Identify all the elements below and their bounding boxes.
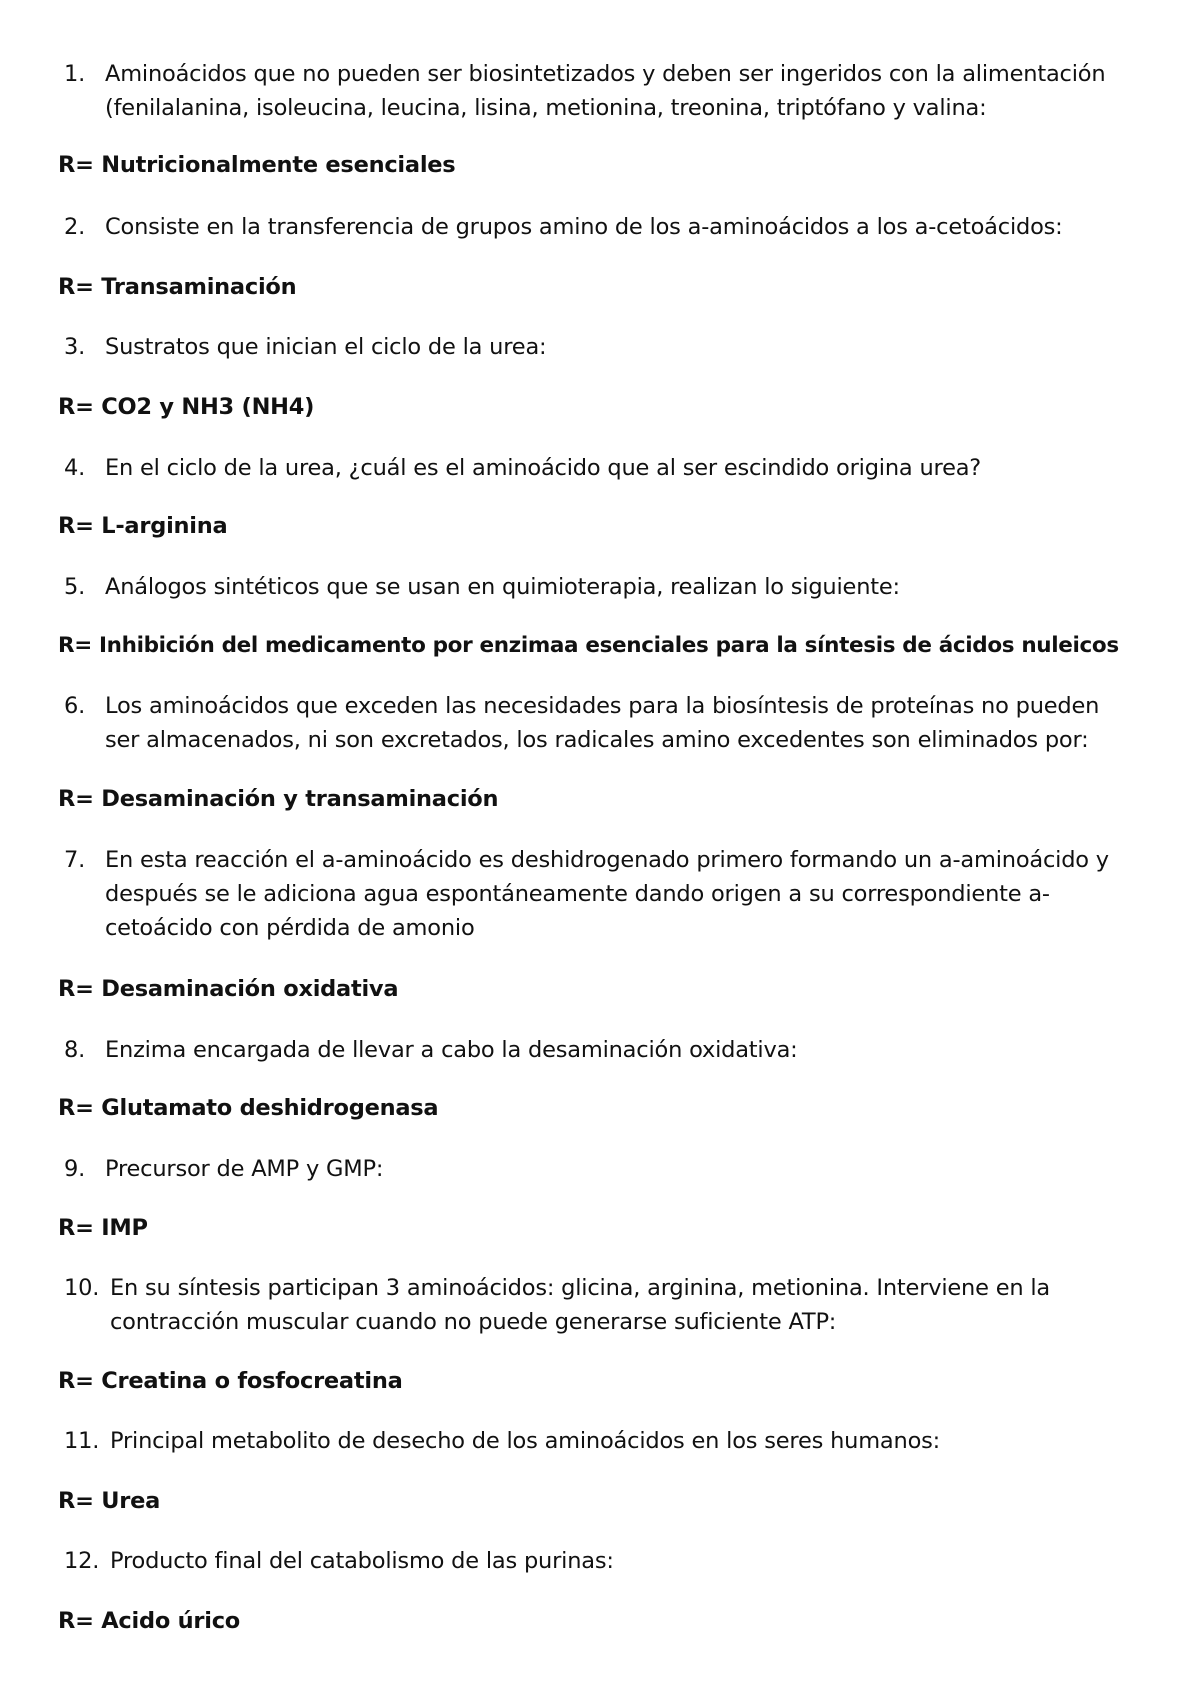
question-text: Precursor de AMP y GMP:: [105, 1156, 384, 1182]
question-9: [0, 1152, 1200, 1186]
question-11: [0, 1424, 1200, 1458]
question-text: Sustratos que inician el ciclo de la urea:: [105, 334, 547, 360]
question-text: En su síntesis participan 3 aminoácidos: glicina, arginina, metionina. Interviene en la contracción muscular cuando no puede generarse suficiente ATP:: [110, 1275, 1051, 1335]
qa-item-7: [0, 843, 1200, 945]
question-6: [0, 689, 1200, 757]
question-4: [0, 451, 1200, 485]
qa-item-8: [0, 1033, 1200, 1067]
question-12: [0, 1544, 1200, 1578]
question-3: [0, 330, 1200, 364]
question-number: 7.: [64, 847, 86, 873]
question-number: 5.: [64, 574, 86, 600]
qa-item-1: [0, 57, 1200, 125]
question-2: [0, 210, 1200, 244]
answer-2: R= Transaminación: [58, 274, 297, 300]
question-5: [0, 570, 1200, 604]
question-number: 2.: [64, 214, 86, 240]
answer-8: R= Glutamato deshidrogenasa: [58, 1095, 439, 1121]
qa-item-9: [0, 1152, 1200, 1186]
question-text: En esta reacción el a-aminoácido es deshidrogenado primero formando un a-aminoácido y después se le adiciona agua espontáneamente dando origen a su correspondiente a-cetoácido con pérdida de amonio: [105, 847, 1109, 941]
question-7: [0, 843, 1200, 945]
answer-9: R= IMP: [58, 1215, 148, 1241]
answer-4: R= L-arginina: [58, 513, 228, 539]
qa-item-3: [0, 330, 1200, 364]
qa-item-2: [0, 210, 1200, 244]
question-number: 4.: [64, 455, 86, 481]
qa-item-10: [0, 1271, 1200, 1339]
answer-5: R= Inhibición del medicamento por enzimaa esenciales para la síntesis de ácidos nuleicos: [58, 633, 1119, 658]
answer-11: R= Urea: [58, 1488, 161, 1514]
question-1: [0, 57, 1200, 125]
answer-1: R= Nutricionalmente esenciales: [58, 152, 456, 178]
question-10: [0, 1271, 1200, 1339]
question-text: Análogos sintéticos que se usan en quimioterapia, realizan lo siguiente:: [105, 574, 900, 600]
question-number: 3.: [64, 334, 86, 360]
answer-7: R= Desaminación oxidativa: [58, 976, 399, 1002]
question-text: Producto final del catabolismo de las purinas:: [110, 1548, 614, 1574]
answer-10: R= Creatina o fosfocreatina: [58, 1368, 403, 1394]
question-number: 9.: [64, 1156, 86, 1182]
qa-item-4: [0, 451, 1200, 485]
question-text: Principal metabolito de desecho de los aminoácidos en los seres humanos:: [110, 1428, 941, 1454]
question-8: [0, 1033, 1200, 1067]
answer-3: R= CO2 y NH3 (NH4): [58, 394, 315, 420]
question-number: 12.: [64, 1548, 100, 1574]
question-number: 1.: [64, 61, 86, 87]
question-text: Aminoácidos que no pueden ser biosintetizados y deben ser ingeridos con la alimentación (fenilalanina, isoleucina, leucina, lisina, metionina, treonina, triptófano y valina:: [105, 61, 1106, 121]
question-number: 8.: [64, 1037, 86, 1063]
qa-item-6: [0, 689, 1200, 757]
answer-12: R= Acido úrico: [58, 1608, 240, 1634]
question-text: Consiste en la transferencia de grupos amino de los a-aminoácidos a los a-cetoácidos:: [105, 214, 1063, 240]
question-text: Enzima encargada de llevar a cabo la desaminación oxidativa:: [105, 1037, 798, 1063]
question-number: 6.: [64, 693, 86, 719]
question-text: En el ciclo de la urea, ¿cuál es el aminoácido que al ser escindido origina urea?: [105, 455, 982, 481]
qa-item-12: [0, 1544, 1200, 1578]
question-text: Los aminoácidos que exceden las necesidades para la biosíntesis de proteínas no pueden ser almacenados, ni son excretados, los radicales amino excedentes son eliminados por:: [105, 693, 1100, 753]
answer-6: R= Desaminación y transaminación: [58, 786, 499, 812]
question-number: 10.: [64, 1275, 100, 1301]
qa-item-11: [0, 1424, 1200, 1458]
qa-item-5: [0, 570, 1200, 604]
question-number: 11.: [64, 1428, 100, 1454]
